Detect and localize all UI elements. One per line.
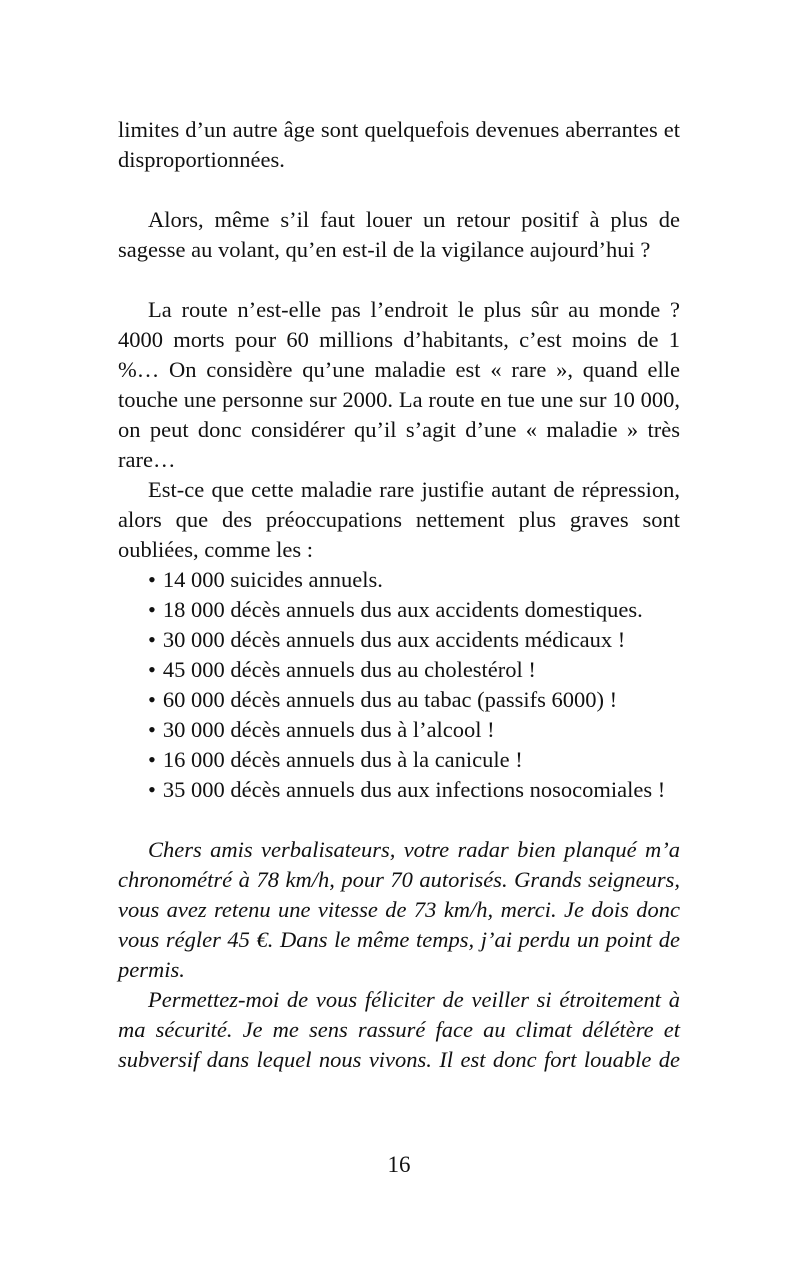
blank-line	[118, 265, 680, 295]
bullet-icon: •	[148, 687, 156, 712]
list-item: • 18 000 décès annuels dus aux accidents domestiques.	[148, 597, 643, 622]
list-item: • 45 000 décès annuels dus au cholestérol !	[148, 657, 536, 682]
paragraph-congratulations: Permettez-moi de vous féliciter de veiller si étroitement à ma sécurité. Je me sens rassuré face au climat délétère et subversif dans lequel nous vivons. Il est donc fort louable de	[118, 987, 680, 1072]
bullet-icon: •	[148, 657, 156, 682]
list-item: • 30 000 décès annuels dus à l’alcool !	[148, 717, 495, 742]
bullet-icon: •	[148, 597, 156, 622]
list-item: • 16 000 décès annuels dus à la canicule !	[148, 747, 523, 772]
bullet-icon: •	[148, 717, 156, 742]
list-item: • 35 000 décès annuels dus aux infections nosocomiales !	[148, 777, 666, 802]
page-number: 16	[387, 1152, 411, 1177]
paragraph-continuation: limites d’un autre âge sont quelquefois devenues aberrantes et disproportionnées.	[118, 117, 680, 172]
paragraph-radar-letter: Chers amis verbalisateurs, votre radar bien planqué m’a chronométré à 78 km/h, pour 70 autorisés. Grands seigneurs, vous avez retenu une vitesse de 73 km/h, merci. Je dois donc vous régler 45 €. Dans le même temps, j’ai perdu un point de permis.	[118, 837, 680, 982]
blank-line	[118, 805, 680, 835]
paragraph-vigilance: Alors, même s’il faut louer un retour positif à plus de sagesse au volant, qu’en est-il de la vigilance aujourd’hui ?	[118, 207, 680, 262]
bullet-icon: •	[148, 627, 156, 652]
death-statistics-list	[118, 565, 680, 805]
bullet-icon: •	[148, 747, 156, 772]
list-item: • 30 000 décès annuels dus aux accidents médicaux !	[148, 627, 626, 652]
bullet-icon: •	[148, 777, 156, 802]
paragraph-repression: Est-ce que cette maladie rare justifie autant de répression, alors que des préoccupations nettement plus graves sont oubliées, comme les :	[118, 477, 680, 562]
page-body	[118, 115, 680, 1075]
blank-line	[118, 175, 680, 205]
list-item: • 14 000 suicides annuels.	[148, 567, 383, 592]
bullet-icon: •	[148, 567, 156, 592]
list-item: • 60 000 décès annuels dus au tabac (passifs 6000) !	[148, 687, 618, 712]
paragraph-road-safety: La route n’est-elle pas l’endroit le plus sûr au monde ? 4000 morts pour 60 millions d’habitants, c’est moins de 1 %… On considère qu’une maladie est « rare », quand elle touche une personne sur 2000. La route en tue une sur 10 000, on peut donc considérer qu’il s’agit d’une « maladie » très rare…	[118, 297, 680, 472]
